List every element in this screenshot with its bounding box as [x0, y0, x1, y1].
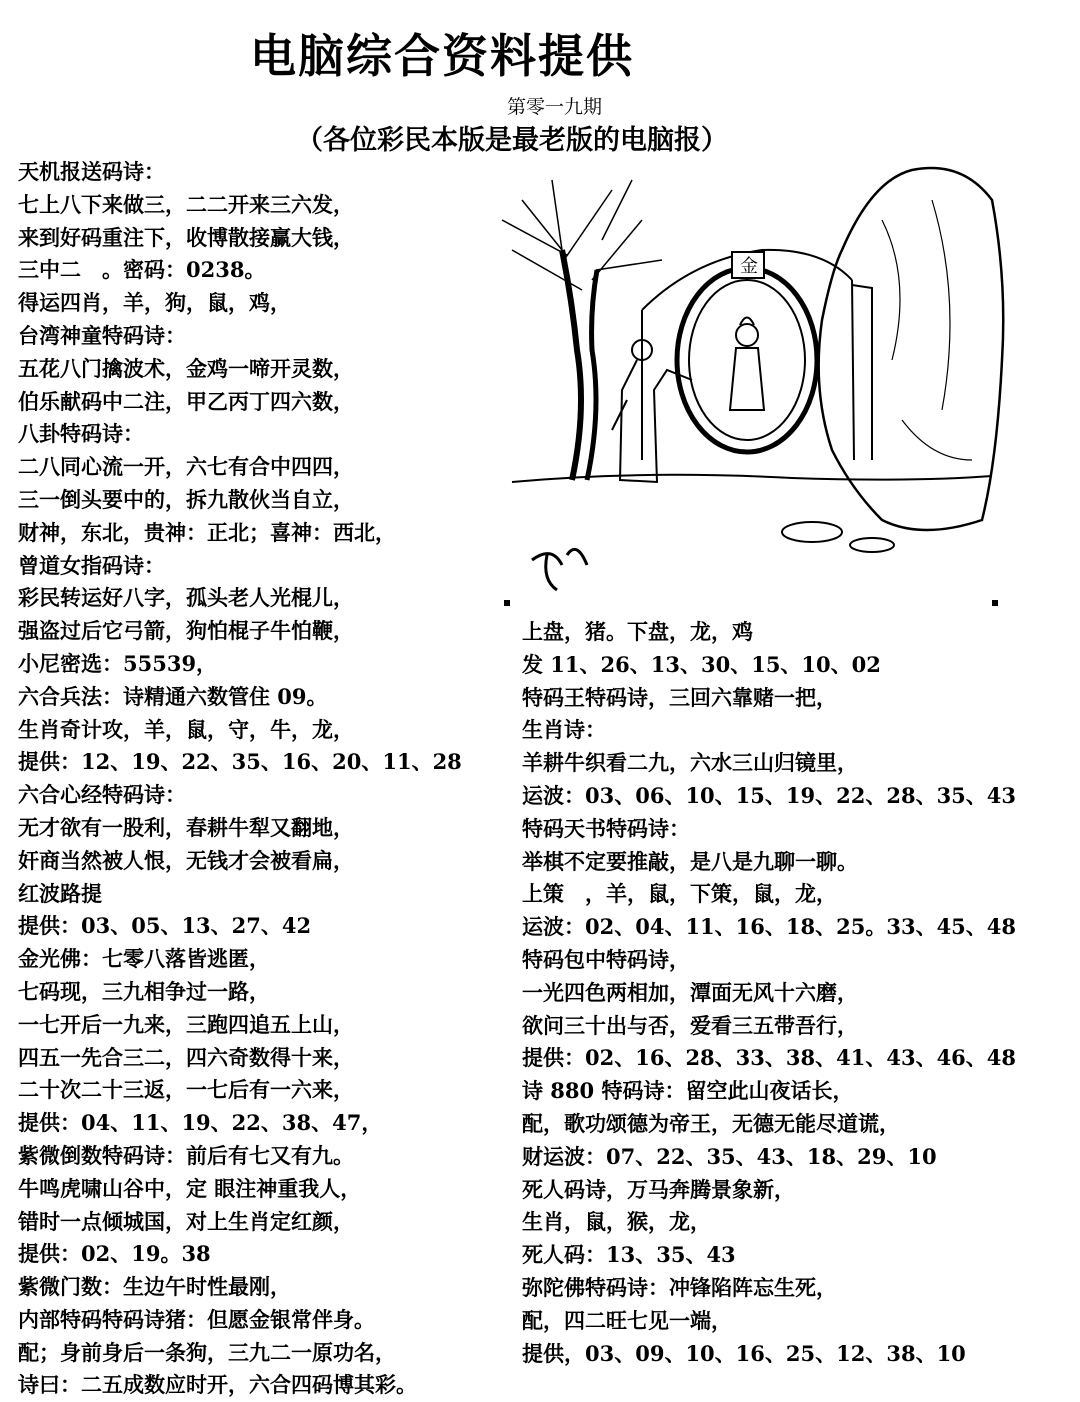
right-line: 提供：02、16、28、33、38、41、43、46、48 [522, 1045, 1017, 1071]
right-line: 特码天书特码诗： [522, 815, 690, 841]
left-line: 强盗过后它弓箭，狗怕棍子牛怕鞭， [18, 618, 354, 644]
left-line: 内部特码特码诗猪：但愿金银常伴身。 [18, 1306, 375, 1332]
right-line: 举棋不定要推敲，是八是九聊一聊。 [522, 848, 858, 874]
right-line: 生肖，鼠，猴，龙， [522, 1209, 711, 1235]
left-text-column [18, 156, 498, 1402]
issue-number: 第零一九期 [507, 96, 603, 118]
left-line: 台湾神童特码诗： [18, 322, 186, 348]
left-line: 二八同心流一开，六七有合中四四， [18, 454, 354, 480]
right-line: 配，歌功颂德为帝王，无德无能尽道谎， [522, 1110, 900, 1136]
left-line: 提供：02、19。38 [18, 1241, 211, 1267]
left-line: 六合兵法：诗精通六数管住 09。 [18, 683, 328, 709]
right-line: 发 11、26、13、30、15、10、02 [522, 651, 881, 677]
right-text-column [522, 616, 1062, 1370]
left-line: 诗曰：二五成数应时开，六合四码博其彩。 [18, 1372, 417, 1398]
right-line: 配，四二旺七见一端， [522, 1307, 732, 1333]
left-line: 四五一先合三二，四六奇数得十来， [18, 1044, 354, 1070]
right-line: 诗 880 特码诗：留空此山夜话长， [522, 1078, 854, 1104]
left-line: 七上八下来做三，二二开来三六发， [18, 191, 354, 217]
left-line: 一七开后一九来，三跑四追五上山， [18, 1011, 354, 1037]
left-line: 三中二 。密码：0238。 [18, 257, 266, 283]
left-line: 金光佛：七零八落皆逃匿， [18, 946, 270, 972]
right-line: 弥陀佛特码诗：冲锋陷阵忘生死， [522, 1274, 837, 1300]
left-line: 二十次二十三返，一七后有一六来， [18, 1077, 354, 1103]
right-line: 财运波：07、22、35、43、18、29、10 [522, 1143, 937, 1169]
left-line: 曾道女指码诗： [18, 552, 165, 578]
left-line: 小尼密选：55539， [18, 650, 218, 676]
left-line: 来到好码重注下，收博散接赢大钱， [18, 224, 354, 250]
left-line: 提供：04、11、19、22、38、47， [18, 1110, 383, 1136]
left-line: 天机报送码诗： [18, 159, 165, 184]
left-line: 得运四肖，羊，狗，鼠，鸡， [18, 290, 291, 316]
left-line: 六合心经特码诗： [18, 782, 186, 808]
right-line: 运波：02、04、11、16、18、25。33、45、48 [522, 914, 1017, 940]
right-line: 欲问三十出与否，爱看三五带吾行， [522, 1012, 858, 1038]
right-line: 上策 ，羊，鼠，下策，鼠，龙， [522, 881, 837, 907]
left-line: 提供：03、05、13、27、42 [18, 913, 312, 939]
left-line: 伯乐献码中二注，甲乙丙丁四六数， [18, 388, 354, 414]
left-line: 紫微倒数特码诗：前后有七又有九。 [18, 1142, 354, 1168]
gate-plaque-text: 金 [740, 256, 758, 277]
left-line: 七码现，三九相争过一路， [18, 978, 270, 1004]
right-line: 提供，03、09、10、16、25、12、38、10 [522, 1340, 966, 1366]
page-title: 电脑综合资料提供 [250, 29, 634, 83]
left-line: 紫微门数：生边午时性最刚， [18, 1274, 291, 1300]
right-line: 上盘，猪。下盘，龙，鸡 [522, 619, 753, 644]
left-line: 财神，东北，贵神：正北；喜神：西北， [18, 519, 396, 545]
right-line: 特码王特码诗，三回六靠赌一把， [522, 684, 837, 710]
left-line: 生肖奇计攻，羊，鼠，守，牛，龙， [18, 716, 354, 742]
right-line: 一光四色两相加，潭面无风十六磨， [522, 979, 858, 1005]
right-line: 特码包中特码诗， [522, 946, 690, 972]
right-line: 生肖诗： [522, 717, 606, 743]
right-line: 运波：03、06、10、15、19、22、28、35、43 [522, 782, 1017, 808]
left-line: 牛鸣虎啸山谷中，定 眼注神重我人， [18, 1175, 362, 1201]
left-line: 奸商当然被人恨，无钱才会被看扁， [18, 847, 354, 873]
page-subtitle: （各位彩民本版是最老版的电脑报） [296, 125, 728, 156]
left-line: 三一倒头要中的，拆九散伙当自立， [18, 486, 354, 512]
right-line: 死人码诗，万马奔腾景象新， [522, 1176, 795, 1202]
left-line: 配；身前身后一条狗，三九二一原功名， [18, 1339, 396, 1365]
left-line: 八卦特码诗： [18, 421, 144, 447]
left-line: 红波路提 [18, 880, 102, 906]
left-line: 五花八门擒波术，金鸡一啼开灵数， [18, 355, 354, 381]
right-line: 羊耕牛织看二九，六水三山归镜里， [522, 750, 858, 776]
left-line: 彩民转运好八字，孤头老人光棍儿， [18, 585, 354, 611]
garden-moon-gate-illustration [492, 160, 1012, 610]
left-line: 提供：12、19、22、35、16、20、11、28 [18, 749, 462, 775]
left-line: 错时一点倾城国，对上生肖定红颜， [18, 1208, 354, 1234]
right-line: 死人码：13、35、43 [522, 1242, 736, 1268]
left-line: 无才欲有一股利，春耕牛犁又翻地， [18, 814, 354, 840]
